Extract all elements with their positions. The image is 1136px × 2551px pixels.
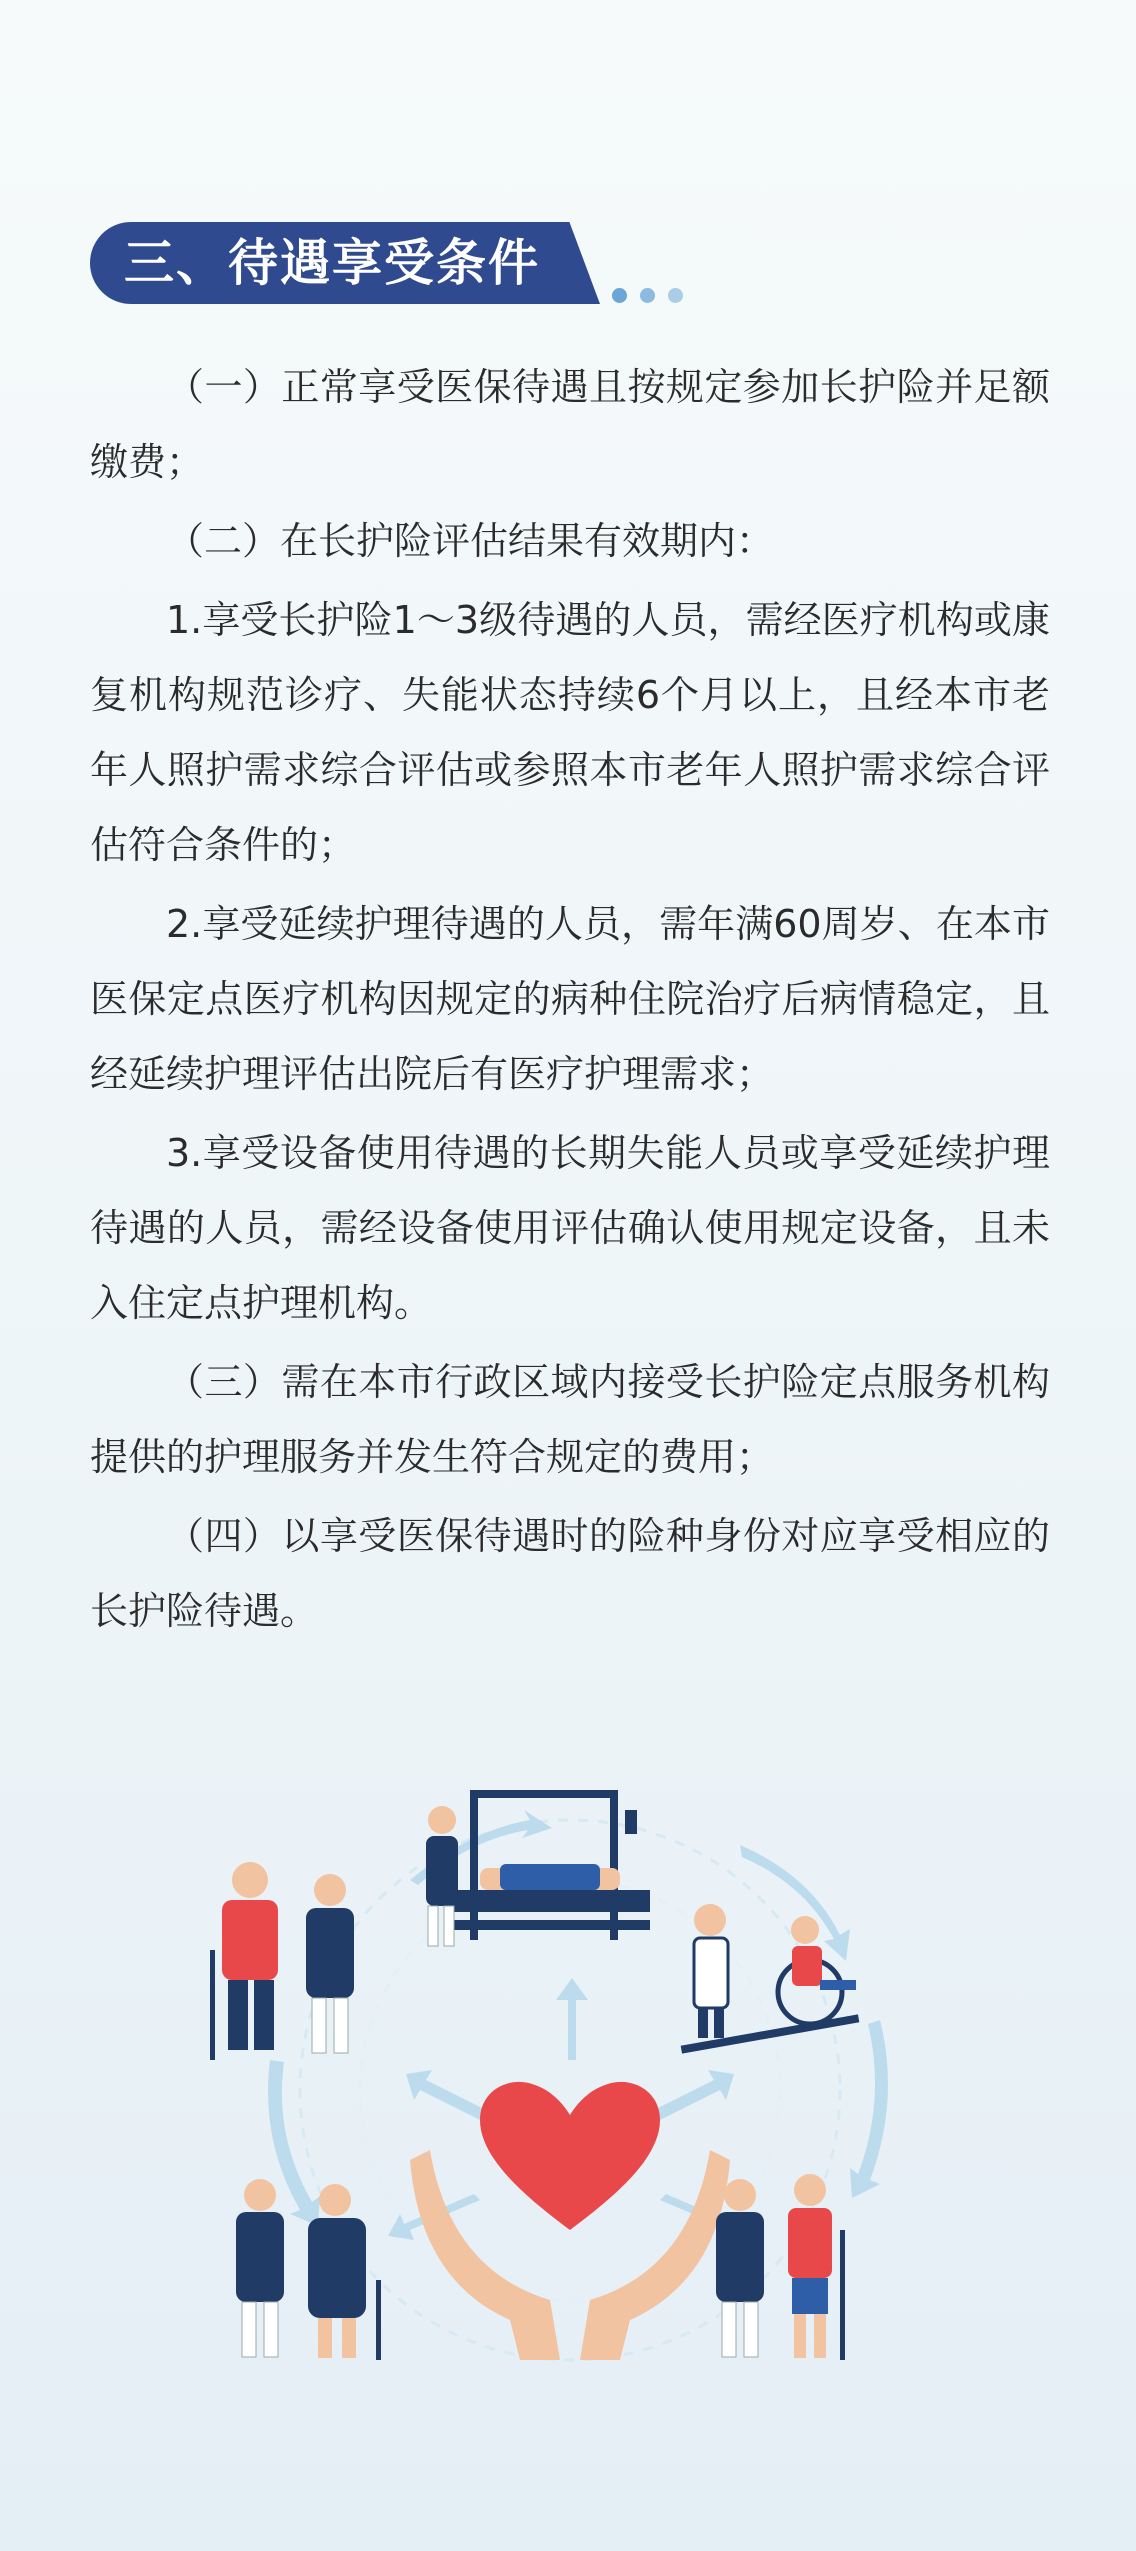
dot-icon bbox=[668, 288, 683, 303]
nurse-icon bbox=[716, 2174, 845, 2360]
hospital-bed-icon bbox=[426, 1790, 650, 1946]
care-cycle-illustration bbox=[180, 1760, 960, 2380]
header-dots bbox=[612, 288, 691, 307]
condition-paragraph: （三）需在本市行政区域内接受长护险定点服务机构提供的护理服务并发生符合规定的费用； bbox=[90, 1360, 1050, 1479]
heart-hands-icon bbox=[410, 2082, 730, 2360]
section-header bbox=[90, 222, 610, 304]
condition-paragraph: （四）以享受医保待遇时的险种身份对应享受相应的长护险待遇。 bbox=[90, 1514, 1050, 1633]
care-cycle-icon bbox=[180, 1760, 960, 2380]
conditions-text bbox=[90, 350, 1050, 1653]
dot-icon bbox=[612, 288, 627, 303]
condition-paragraph: （二）在长护险评估结果有效期内： bbox=[166, 519, 775, 563]
section-title: 三、待遇享受条件 bbox=[124, 234, 540, 292]
elderly-walker-icon bbox=[210, 1862, 354, 2060]
dot-icon bbox=[640, 288, 655, 303]
condition-paragraph: 3.享受设备使用待遇的长期失能人员或享受延续护理待遇的人员，需经设备使用评估确认使用规定设备，且未入住定点护理机构。 bbox=[90, 1131, 1050, 1325]
condition-paragraph: 2.享受延续护理待遇的人员，需年满60周岁、在本市医保定点医疗机构因规定的病种住院治疗后病情稳定，且经延续护理评估出院后有医疗护理需求； bbox=[90, 902, 1050, 1096]
condition-paragraph: 1.享受长护险1～3级待遇的人员，需经医疗机构或康复机构规范诊疗、失能状态持续6个月以上，且经本市老年人照护需求综合评估或参照本市老年人照护需求综合评估符合条件的； bbox=[90, 598, 1050, 867]
condition-paragraph: （一）正常享受医保待遇且按规定参加长护险并足额缴费； bbox=[90, 365, 1050, 484]
